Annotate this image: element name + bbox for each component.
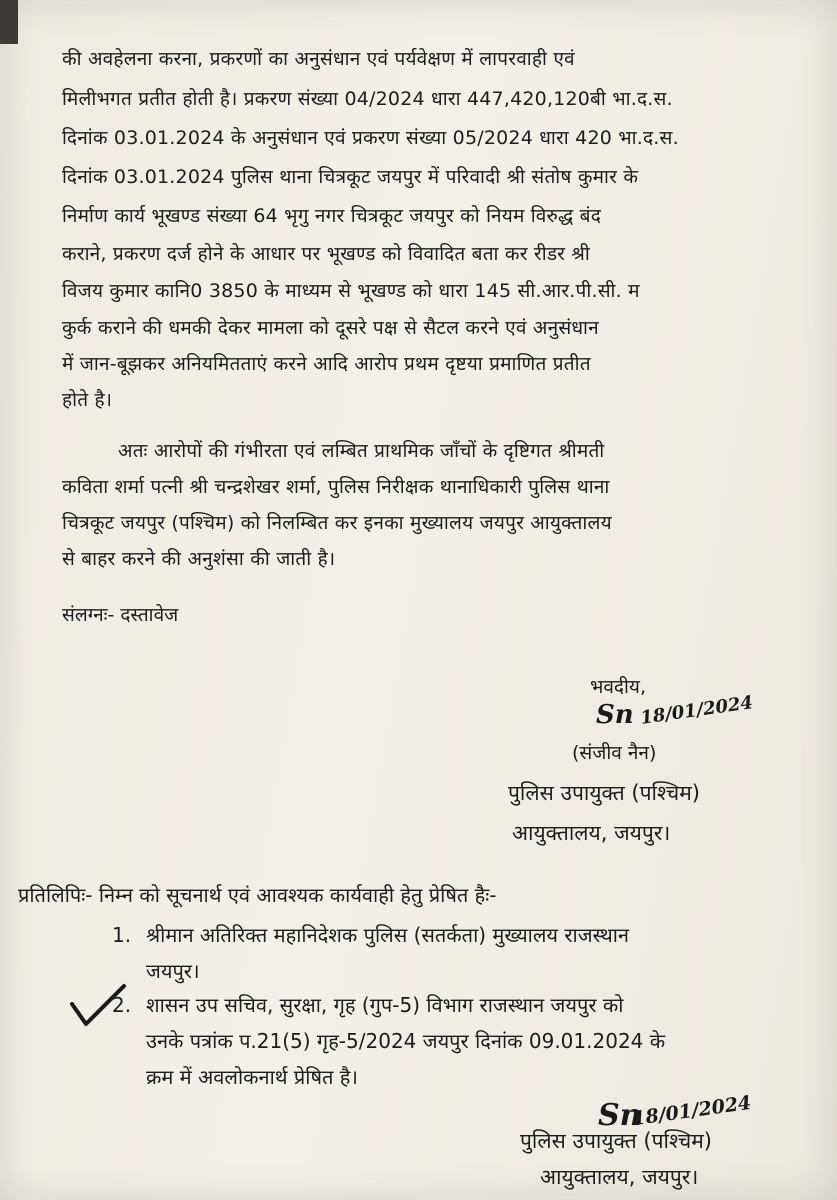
body-line: मिलीभगत प्रतीत होती है। प्रकरण संख्या 04/2024 धारा 447,420,120बी भा.द.स.	[62, 88, 673, 110]
copy-item-line: शासन उप सचिव, सुरक्षा, गृह (गुप-5) विभाग राजस्थान जयपुर को	[146, 993, 624, 1017]
signature-date: 18/01/2024	[639, 692, 755, 729]
closing-text: भवदीय,	[590, 676, 646, 698]
body-line: दिनांक 03.01.2024 पुलिस थाना चित्रकूट जयपुर में परिवादी श्री संतोष कुमार के	[62, 166, 639, 188]
copy-item-number: 2.	[112, 993, 132, 1017]
signatory-designation: पुलिस उपायुक्त (पश्चिम)	[508, 781, 701, 805]
signature-date: 18/01/2024	[631, 1091, 753, 1131]
signature: Sn	[598, 1098, 642, 1133]
signatory-name: (संजीव नैन)	[572, 742, 657, 764]
copy-item-line: उनके पत्रांक प.21(5) गृह-5/2024 जयपुर दिनांक 09.01.2024 के	[146, 1029, 666, 1053]
copy-item-line: श्रीमान अतिरिक्त महानिदेशक पुलिस (सतर्कता) मुख्यालय राजस्थान	[146, 923, 630, 947]
recommendation-line: से बाहर करने की अनुशंसा की जाती है।	[62, 548, 336, 570]
body-line: निर्माण कार्य भूखण्ड संख्या 64 भृगु नगर चित्रकूट जयपुर को नियम विरुद्ध बंद	[62, 205, 601, 227]
signatory-office: आयुक्तालय, जयपुर।	[540, 1165, 699, 1189]
body-line: दिनांक 03.01.2024 के अनुसंधान एवं प्रकरण संख्या 05/2024 धारा 420 भा.द.स.	[62, 127, 679, 149]
recommendation-line: अतः आरोपों की गंभीरता एवं लम्बित प्राथमिक जाँचों के दृष्टिगत श्रीमती	[118, 440, 605, 462]
body-line: कुर्क कराने की धमकी देकर मामला को दूसरे पक्ष से सैटल करने एवं अनुसंधान	[62, 317, 599, 339]
body-line: कराने, प्रकरण दर्ज होने के आधार पर भूखण्ड को विवादित बता कर रीडर श्री	[62, 243, 590, 265]
recommendation-line: चित्रकूट जयपुर (पश्चिम) को निलम्बित कर इनका मुख्यालय जयपुर आयुक्तालय	[62, 512, 612, 534]
signatory-designation: पुलिस उपायुक्त (पश्चिम)	[520, 1129, 713, 1153]
copy-heading: प्रतिलिपिः- निम्न को सूचनार्थ एवं आवश्यक कार्यवाही हेतु प्रेषित हैः-	[18, 883, 497, 907]
signature: Sn	[596, 700, 634, 730]
body-line: विजय कुमार कानि0 3850 के माध्यम से भूखण्ड को धारा 145 सी.आर.पी.सी. म	[62, 280, 640, 302]
enclosure-label: संलग्नः- दस्तावेज	[62, 604, 179, 626]
body-line: होते है।	[62, 389, 113, 411]
signatory-office: आयुक्तालय, जयपुर।	[512, 821, 671, 845]
copy-item-line: जयपुर।	[146, 959, 200, 983]
body-line: में जान-बूझकर अनियमितताएं करने आदि आरोप प्रथम दृष्टया प्रमाणित प्रतीत	[62, 353, 591, 375]
page-edge-shadow	[0, 0, 18, 44]
copy-item-line: क्रम में अवलोकनार्थ प्रेषित है।	[146, 1065, 358, 1089]
copy-item-number: 1.	[112, 923, 132, 947]
body-line: की अवहेलना करना, प्रकरणों का अनुसंधान एवं पर्यवेक्षण में लापरवाही एवं	[62, 48, 575, 70]
recommendation-line: कविता शर्मा पत्नी श्री चन्द्रशेखर शर्मा, पुलिस निरीक्षक थानाधिकारी पुलिस थाना	[62, 476, 610, 498]
